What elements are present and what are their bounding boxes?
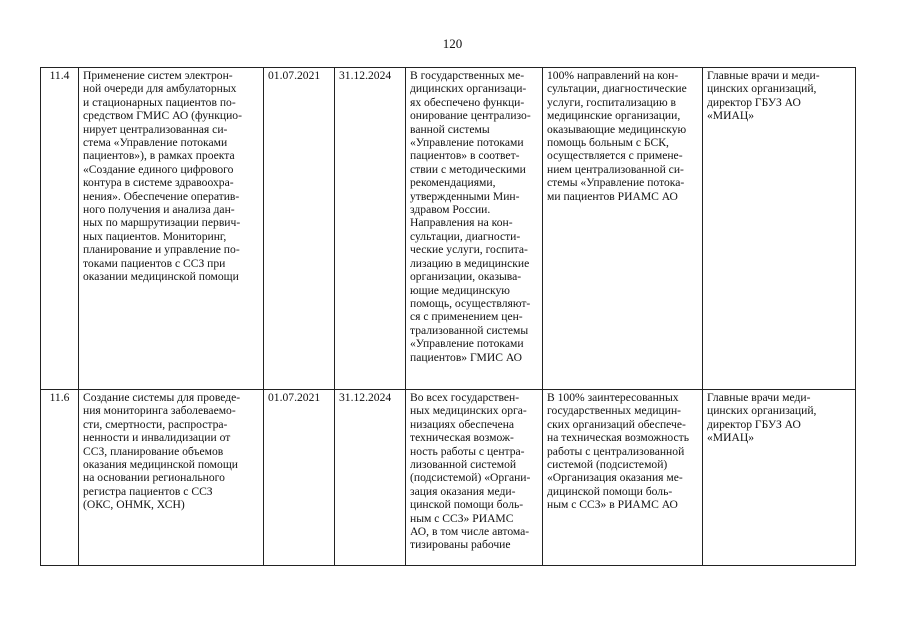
text-line: зация оказания меди- <box>410 484 516 498</box>
text-line: ния мониторинга заболеваемо- <box>83 404 236 418</box>
text-line: трализованной системы <box>410 323 529 337</box>
measure-cell <box>79 390 264 566</box>
text-line: оказания медицинской помощи <box>83 458 238 472</box>
text-line: тизированы рабочие <box>410 538 511 552</box>
text-line: лизованной системой <box>410 458 517 472</box>
text-line: В 100% заинтересованных <box>547 391 679 404</box>
text-line: ях обеспечено функци- <box>410 95 525 109</box>
text-line: ных пациентов. Мониторинг, <box>83 229 227 243</box>
text-line: В государственных ме- <box>410 69 525 82</box>
text-line: сти, смертности, распростра- <box>83 417 228 431</box>
text-line: АО, в том числе автома- <box>410 525 530 539</box>
text-line: стема «Управление потоками <box>83 136 228 150</box>
indicator-cell <box>543 390 703 566</box>
text-line: помощь, осуществляют- <box>410 296 531 310</box>
text-line: помощь больным с БСК, <box>547 136 669 150</box>
text-line: пациентов» ГМИС АО <box>410 350 523 364</box>
text-line: «Управление потоками <box>410 136 524 150</box>
row-number-cell: 11.4 <box>41 68 79 390</box>
result-cell <box>406 390 543 566</box>
text-line: дицинской помощи боль- <box>547 484 673 498</box>
text-line: оказывающие медицинскую <box>547 122 687 136</box>
text-line: техническая возмож- <box>410 431 514 445</box>
text-line: (подсистемой) «Органи- <box>410 471 531 485</box>
text-line: Главные врачи и меди- <box>707 69 820 82</box>
text-line: токами пациентов с ССЗ при <box>83 256 226 270</box>
text-line: Создание системы для проведе- <box>83 391 241 404</box>
text-line: утвержденными Мин- <box>410 189 520 203</box>
text-line: ность работы с центра- <box>410 444 525 458</box>
result-cell <box>406 68 543 390</box>
row-number-cell: 11.6 <box>41 390 79 566</box>
text-line: системой (подсистемой) <box>547 458 668 472</box>
text-line: «МИАЦ» <box>707 431 755 445</box>
measures-table <box>40 67 856 566</box>
text-line: оказании медицинской помощи <box>83 270 239 284</box>
text-line: директор ГБУЗ АО <box>707 95 801 109</box>
text-line: медицинские организации, <box>547 109 681 123</box>
text-line: Направления на кон- <box>410 216 513 230</box>
text-line: «Управление потоками <box>410 337 524 351</box>
text-line: ного получения и анализа дан- <box>83 203 235 217</box>
text-line: рекомендациями, <box>410 176 496 190</box>
text-line: (ОКС, ОНМК, ХСН) <box>83 498 185 512</box>
text-line: ной очереди для амбулаторных <box>83 82 237 96</box>
text-line: «Организация оказания ме- <box>547 471 683 485</box>
text-line: средством ГМИС АО (функцио- <box>83 109 242 123</box>
start-date-cell: 01.07.2021 <box>264 68 335 390</box>
text-line: здравом России. <box>410 203 491 217</box>
text-line: ССЗ, планирование объемов <box>83 444 224 458</box>
text-line: «МИАЦ» <box>707 109 755 123</box>
text-line: ческие услуги, госпита- <box>410 243 528 257</box>
text-line: цинских организаций, <box>707 82 817 96</box>
text-line: дицинских организаци- <box>410 82 527 96</box>
text-line: «Создание единого цифрового <box>83 162 234 176</box>
text-line: сультации, диагности- <box>410 229 521 243</box>
text-line: Применение систем электрон- <box>83 69 233 82</box>
page-number: 120 <box>442 36 463 51</box>
text-line: пациентов» в соответ- <box>410 149 520 163</box>
text-line: ненности и инвалидизации от <box>83 431 231 445</box>
text-line: стемы «Управление потока- <box>547 176 685 190</box>
responsible-cell <box>703 390 856 566</box>
text-line: ных медицинских орга- <box>410 404 527 418</box>
text-line: государственных медицин- <box>547 404 682 418</box>
text-line: на основании регионального <box>83 471 225 485</box>
text-line: Главные врачи меди- <box>707 391 811 404</box>
text-line: организации, оказыва- <box>410 270 522 284</box>
text-line: цинской помощи боль- <box>410 498 524 512</box>
text-line: услуги, госпитализацию в <box>547 95 677 109</box>
text-line: ми пациентов РИАМС АО <box>547 189 678 203</box>
text-line: нием централизованной си- <box>547 162 684 176</box>
text-line: ным с ССЗ» в РИАМС АО <box>547 498 678 512</box>
text-line: нения». Обеспечение оператив- <box>83 189 240 203</box>
end-date-cell: 31.12.2024 <box>335 390 406 566</box>
end-date-cell: 31.12.2024 <box>335 68 406 390</box>
text-line: нирует централизованная си- <box>83 122 228 136</box>
text-line: ванной системы <box>410 122 490 136</box>
text-line: контура в системе здравоохра- <box>83 176 234 190</box>
text-line: пациентов»), в рамках проекта <box>83 149 235 163</box>
text-line: 100% направлений на кон- <box>547 69 679 82</box>
text-line: и стационарных пациентов по- <box>83 95 236 109</box>
text-line: онирование централизо- <box>410 109 531 123</box>
text-line: осуществляется с примене- <box>547 149 683 163</box>
text-line: ным с ССЗ» РИАМС <box>410 511 514 525</box>
text-line: работы с централизованной <box>547 444 685 458</box>
start-date-cell: 01.07.2021 <box>264 390 335 566</box>
responsible-cell <box>703 68 856 390</box>
table-row <box>41 390 856 566</box>
text-line: лизацию в медицинские <box>410 256 530 270</box>
text-line: регистра пациентов с ССЗ <box>83 484 213 498</box>
text-line: цинских организаций, <box>707 404 817 418</box>
text-line: Во всех государствен- <box>410 391 520 404</box>
measure-cell <box>79 68 264 390</box>
text-line: ющие медицинскую <box>410 283 510 297</box>
table-row <box>41 68 856 390</box>
text-line: ных по маршрутизации первич- <box>83 216 241 230</box>
text-line: низациях обеспечена <box>410 417 515 431</box>
text-line: планирование и управление по- <box>83 243 240 257</box>
indicator-cell <box>543 68 703 390</box>
text-line: директор ГБУЗ АО <box>707 417 801 431</box>
text-line: ствии с методическими <box>410 162 526 176</box>
text-line: на техническая возможность <box>547 431 690 445</box>
text-line: ся с применением цен- <box>410 310 523 324</box>
text-line: ских организаций обеспече- <box>547 417 686 431</box>
text-line: сультации, диагностические <box>547 82 687 96</box>
